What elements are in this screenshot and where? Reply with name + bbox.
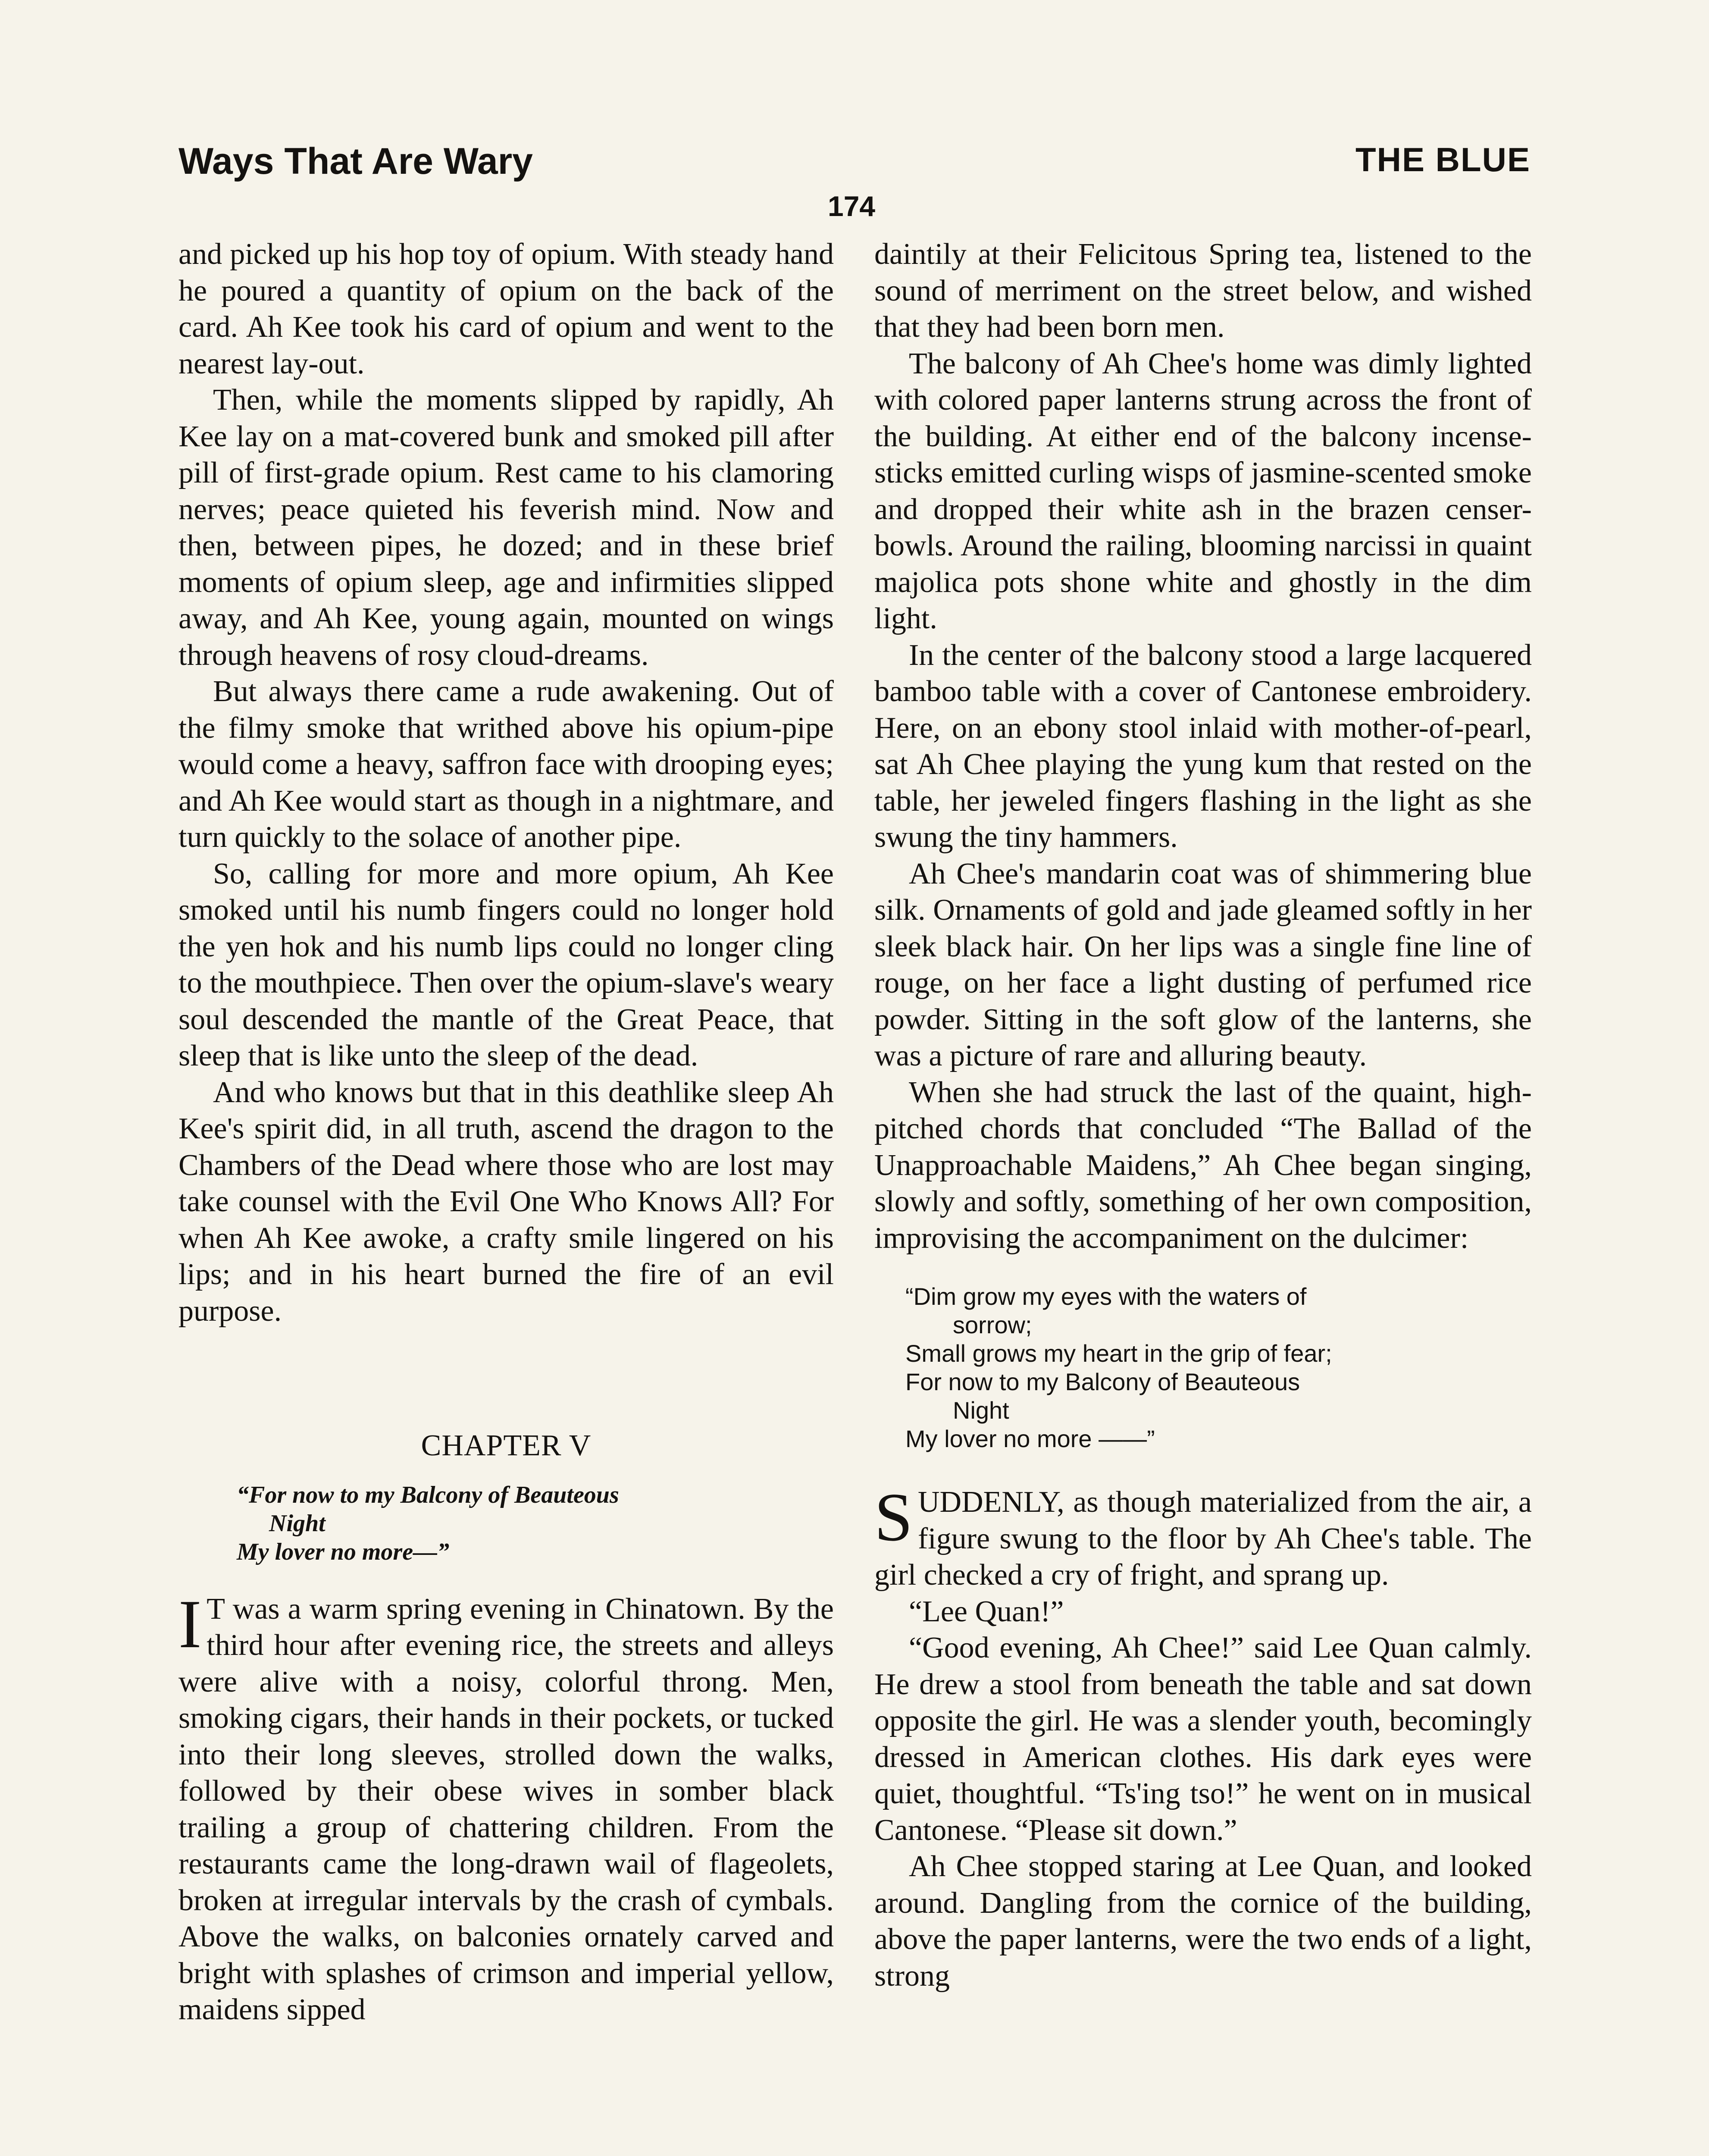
paragraph: The balcony of Ah Chee's home was dimly lighted with colored paper lanterns strung across the front of the building. At either end of the balcony incense-sticks emitted curling wisps of jasmine-scented smoke and dropped their white ash in the brazen censer-bowls. Around the railing, blooming narcissi in quaint majolica pots shone white and ghostly in the dim light. <box>874 347 1532 635</box>
paragraph-text: UDDENLY, as though materialized from the air, a figure swung to the floor by Ah Chee's table. The girl checked a cry of fright, and sprang up. <box>874 1485 1532 1592</box>
magazine-title: THE BLUE <box>1355 141 1531 179</box>
paragraph <box>178 1585 834 2028</box>
left-column <box>178 236 834 2028</box>
paragraph: daintily at their Felicitous Spring tea, listened to the sound of merriment on the street below, and wished that they had been born men. <box>874 238 1532 344</box>
paragraph: But always there came a rude awakening. Out of the filmy smoke that writhed above his opium-pipe would come a heavy, saffron face with drooping eyes; and Ah Kee would start as though in a nightmare, and turn quickly to the solace of another pipe. <box>178 675 834 854</box>
epigraph-line: “For now to my Balcony of Beauteous <box>237 1481 619 1508</box>
chapter-heading: CHAPTER V <box>421 1429 592 1462</box>
drop-cap: S <box>874 1479 913 1555</box>
paragraph: Ah Chee stopped staring at Lee Quan, and looked around. Dangling from the cornice of the building, above the paper lanterns, were the two ends of a light, strong <box>874 1850 1532 1993</box>
paragraph: Then, while the moments slipped by rapidly, Ah Kee lay on a mat-covered bunk and smoked pill after pill of first-grade opium. Rest came to his clamoring nerves; peace quieted his feverish mind. Now and then, between pipes, he dozed; and in these brief moments of opium sleep, age and infirmities slipped away, and Ah Kee, young again, mounted on wings through heavens of rosy cloud-dreams. <box>178 383 834 672</box>
verse-line: Night <box>953 1397 1009 1424</box>
verse-line: “Dim grow my eyes with the waters of <box>905 1283 1307 1310</box>
paragraph: and picked up his hop toy of opium. With steady hand he poured a quantity of opium on the back of the card. Ah Kee took his card of opium and went to the nearest lay-out. <box>178 238 834 380</box>
paragraph-text: T was a warm spring evening in Chinatown. By the third hour after evening rice, the streets and alleys were alive with a noisy, colorful throng. Men, smoking cigars, their hands in their pockets, or tucked into their long sleeves, strolled down the walks, followed by their obese wives in somber black trailing a group of chattering children. From the restaurants came the long-drawn wail of flageolets, broken at irregular intervals by the crash of cymbals. Above the walks, on balconies ornately carved and bright with splashes of crimson and imperial yellow, maidens sipped <box>178 1592 834 2026</box>
paragraph: And who knows but that in this deathlike sleep Ah Kee's spirit did, in all truth, ascend the dragon to the Chambers of the Dead where those who are lost may take counsel with the Evil One Who Knows All? For when Ah Kee awoke, a crafty smile lingered on his lips; and in his heart burned the fire of an evil purpose. <box>178 1075 834 1328</box>
paragraph: “Lee Quan!” <box>909 1595 1064 1628</box>
right-column <box>874 236 1532 1994</box>
chapter-epigraph <box>237 1481 834 1566</box>
verse-line: Small grows my heart in the grip of fear; <box>905 1340 1332 1367</box>
song-verse <box>905 1282 1532 1453</box>
paragraph: Ah Chee's mandarin coat was of shimmering blue silk. Ornaments of gold and jade gleamed softly in her sleek black hair. On her lips was a single fine line of rouge, on her face a light dusting of perfumed rice powder. Sitting in the soft glow of the lanterns, she was a picture of rare and alluring beauty. <box>874 857 1532 1072</box>
paragraph: In the center of the balcony stood a large lacquered bamboo table with a cover of Cantonese embroidery. Here, on an ebony stool inlaid with mother-of-pearl, sat Ah Chee playing the yung kum that rested on the table, her jeweled fingers flashing in the light as she swung the tiny hammers. <box>874 638 1532 854</box>
paragraph <box>874 1479 1532 1594</box>
verse-line: For now to my Balcony of Beauteous <box>905 1368 1300 1395</box>
running-title: Ways That Are Wary <box>178 141 533 182</box>
paragraph: So, calling for more and more opium, Ah Kee smoked until his numb fingers could no longer hold the yen hok and his numb lips could no longer cling to the mouthpiece. Then over the opium-slave's weary soul descended the mantle of the Great Peace, that sleep that is like unto the sleep of the dead. <box>178 857 834 1072</box>
verse-line: My lover no more ——” <box>905 1425 1155 1452</box>
paragraph: “Good evening, Ah Chee!” said Lee Quan calmly. He drew a stool from beneath the table and sat down opposite the girl. He was a slender youth, becomingly dressed in American clothes. His dark eyes were quiet, thoughtful. “Ts'ing tso!” he went on in musical Cantonese. “Please sit down.” <box>874 1631 1532 1847</box>
drop-cap: I <box>178 1585 202 1662</box>
verse-line: sorrow; <box>953 1311 1032 1338</box>
epigraph-line: My lover no more—” <box>237 1538 450 1565</box>
page-number: 174 <box>828 190 876 222</box>
paragraph: When she had struck the last of the quaint, high-pitched chords that concluded “The Ballad of the Unapproachable Maidens,” Ah Chee began singing, slowly and softly, something of her own composition, improvising the accompaniment on the dulcimer: <box>874 1075 1532 1255</box>
epigraph-line: Night <box>269 1510 326 1537</box>
